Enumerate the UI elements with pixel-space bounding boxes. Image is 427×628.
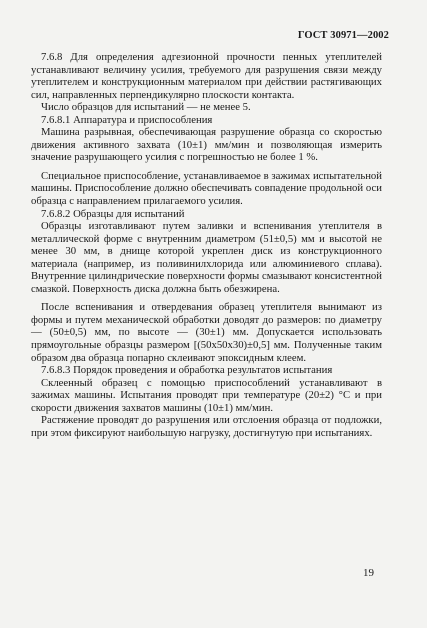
page-number: 19 — [363, 567, 374, 579]
paragraph-test-procedure: Склеенный образец с помощью приспособлений устанавливают в зажимах машины. Испытания проводят при температуре (20±2) °С и при скорости движения захватов машины (10±1) мм/мин. — [31, 376, 382, 414]
paragraph-sample-machining: После вспенивания и отвердевания образец утеплителя вынимают из формы и путем механической обработки доводят до размеров: по диаметру — (50±0,5) мм, по высоте — (30±1) мм. Допускается использовать прямоугольные образцы размером [(50x50x30)±0,5] мм. Полученные таким образом два образца попарно склеивают эпоксидным клеем. — [31, 301, 382, 364]
paragraph-tensile-machine: Машина разрывная, обеспечивающая разрушение образца со скоростью движения активного захвата (10±1) мм/мин и позволяющая измерить значение разрушающего усилия с погрешностью не более 1 %. — [31, 126, 382, 164]
document-body — [31, 51, 382, 439]
paragraph-special-fixture: Специальное приспособление, устанавливаемое в зажимах испытательной машины. Приспособление должно обеспечивать совпадение продольной оси образца с направлением прилагаемого усилия. — [31, 169, 382, 208]
paragraph-sample-preparation: Образцы изготавливают путем заливки и вспенивания утеплителя в металлической форме с внутренним диаметром (51±0,5) мм и высотой не менее 30 мм, в днище которой укреплен диск из конструкционного материала (например, из поливинилхлорида или алюминиевого сплава). Внутренние цилиндрические поверхности формы смазывают консистентной смазкой. Поверхность диска должна быть обезжирена. — [31, 220, 382, 295]
section-heading-7-6-8-1: 7.6.8.1 Аппаратура и приспособления — [41, 113, 213, 126]
paragraph-7-6-8: 7.6.8 Для определения адгезионной прочности пенных утеплителей устанавливают величину усилия, требуемого для разрушения связи между утеплителем и конструкционным материалом при действии растягивающих сил, направленных перпендикулярно плоскости контакта. — [31, 51, 382, 101]
paragraph-tension-result: Растяжение проводят до разрушения или отслоения образца от подложки, при этом фиксируют наибольшую нагрузку, достигнутую при испытаниях. — [31, 414, 382, 439]
section-heading-7-6-8-3: 7.6.8.3 Порядок проведения и обработка результатов испытания — [41, 364, 333, 377]
document-code: ГОСТ 30971—2002 — [297, 30, 389, 41]
section-heading-7-6-8-2: 7.6.8.2 Образцы для испытаний — [41, 207, 185, 220]
paragraph-sample-count: Число образцов для испытаний — не менее 5. — [41, 101, 251, 114]
